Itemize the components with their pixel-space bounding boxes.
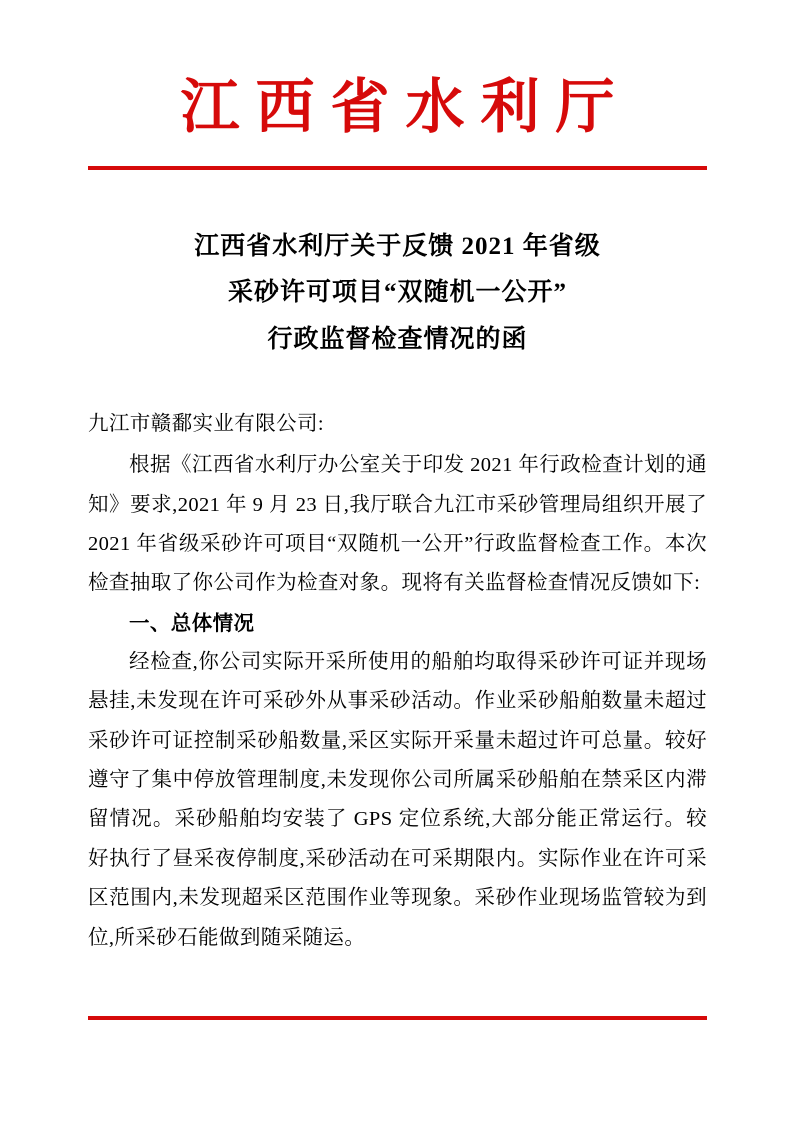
document-title-line-3: 行政监督检查情况的函 — [267, 325, 528, 353]
document-title — [88, 224, 707, 363]
document-title-line-2: 采砂许可项目“双随机一公开” — [227, 279, 567, 307]
document-body — [88, 405, 707, 958]
letterhead — [88, 0, 707, 140]
addressee-line: 九江市赣鄱实业有限公司: — [88, 412, 324, 435]
letterhead-title: 江西省水利厅 — [180, 74, 631, 140]
footer-divider — [88, 1016, 707, 1020]
body-paragraph-1: 根据《江西省水利厅办公室关于印发 2021 年行政检查计划的通知》要求,2021 年 9 月 23 日,我厅联合九江市采砂管理局组织开展了 2021 年省级采砂许可项目“双随机一公开”行政监督检查工作。本次检查抽取了你公司作为检查对象。现将有关监督检查情况反馈如下: — [88, 454, 707, 595]
letterhead-divider — [88, 166, 707, 170]
section-paragraph-overall-situation: 经检查,你公司实际开采所使用的船舶均取得采砂许可证并现场悬挂,未发现在许可采砂外从事采砂活动。作业采砂船舶数量未超过采砂许可证控制采砂船数量,采区实际开采量未超过许可总量。较好遵守了集中停放管理制度,未发现你公司所属采砂船舶在禁采区内滞留情况。采砂船舶均安装了 GPS 定位系统,大部分能正常运行。较好执行了昼采夜停制度,采砂活动在可采期限内。实际作业在许可采区范围内,未发现超采区范围作业等现象。采砂作业现场监管较为到位,所采砂石能做到随采随运。 — [88, 650, 707, 949]
document-title-line-1: 江西省水利厅关于反馈 2021 年省级 — [194, 233, 601, 261]
section-heading-overall-situation: 一、总体情况 — [129, 611, 255, 635]
